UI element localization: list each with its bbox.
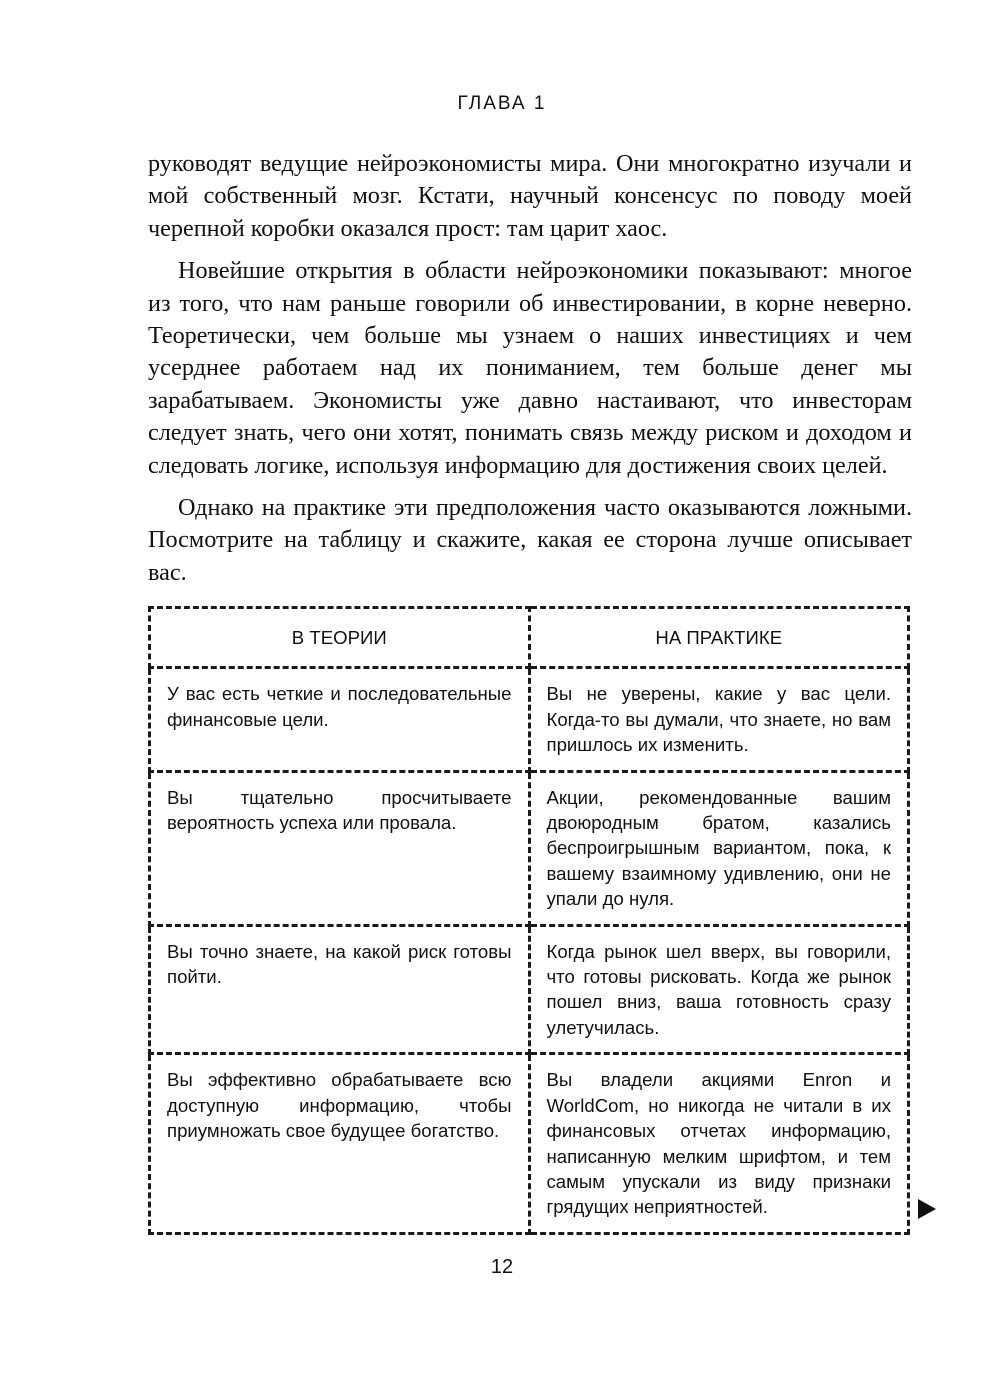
page-number: 12 — [490, 1256, 514, 1278]
practice-cell: Вы владели акциями Enron и WorldCom, но никогда не читали в их финансовых отчетах информацию, написанную мелким шрифтом, и тем самым упускали из виду признаки грядущих неприятностей. — [529, 1054, 909, 1233]
theory-cell: У вас есть четкие и последовательные финансовые цели. — [150, 668, 530, 771]
practice-cell: Вы не уверены, какие у вас цели. Когда-то вы думали, что знаете, но вам пришлось их изменить. — [529, 668, 909, 771]
practice-cell: Когда рынок шел вверх, вы говорили, что готовы рисковать. Когда же рынок пошел вниз, ваша готовность сразу улетучилась. — [529, 925, 909, 1054]
theory-cell: Вы эффективно обрабатываете всю доступную информацию, чтобы приумножать свое будущее богатство. — [150, 1054, 530, 1233]
practice-cell: Акции, рекомендованные вашим двоюродным братом, казались беспроигрышным вариантом, пока, к вашему взаимному удивлению, они не упали до нуля. — [529, 771, 909, 925]
paragraph: Однако на практике эти предположения часто оказываются ложными. Посмотрите на таблицу и скажите, какая ее сторона лучше описывает вас. — [148, 494, 912, 586]
table-row — [150, 668, 909, 771]
body-text — [148, 148, 912, 599]
comparison-table — [148, 606, 910, 1235]
theory-cell: Вы тщательно просчитываете вероятность успеха или провала. — [150, 771, 530, 925]
chapter-header: ГЛАВА 1 — [457, 93, 547, 114]
paragraph: Новейшие открытия в области нейроэкономики показывают: многое из того, что нам раньше говорили об инвестировании, в корне неверно. Теоретически, чем больше мы узнаем о наших инвестициях и чем усерднее работаем над их пониманием, тем больше денег мы зарабатываем. Экономисты уже давно настаивают, что инвесторам следует знать, чего они хотят, понимать связь между риском и доходом и следовать логике, используя информацию для достижения своих целей. — [148, 257, 912, 479]
table-row — [150, 771, 909, 925]
table-row — [150, 1054, 909, 1233]
continue-arrow-icon — [918, 1199, 936, 1219]
column-header-practice: НА ПРАКТИКЕ — [529, 608, 909, 668]
table-row — [150, 925, 909, 1054]
paragraph: руководят ведущие нейроэкономисты мира. Они многократно изучали и мой собственный мозг. Кстати, научный консенсус по поводу моей черепной коробки оказался прост: там царит хаос. — [148, 150, 912, 242]
column-header-theory: В ТЕОРИИ — [150, 608, 530, 668]
theory-cell: Вы точно знаете, на какой риск готовы пойти. — [150, 925, 530, 1054]
